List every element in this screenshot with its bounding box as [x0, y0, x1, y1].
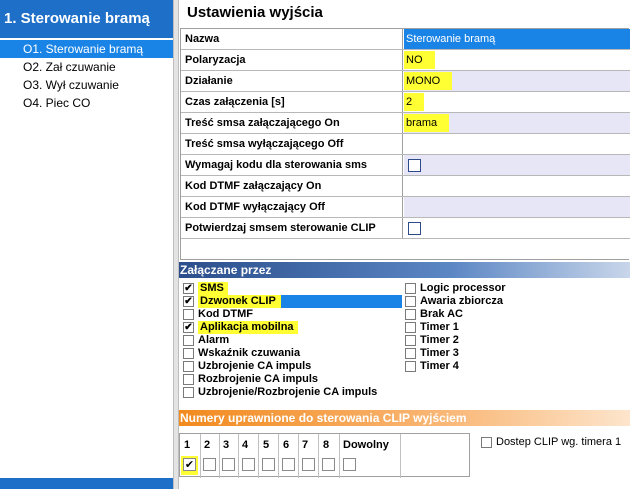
output-item-4[interactable]: O4. Piec CO	[23, 96, 91, 110]
triggers-header: Załączane przez	[179, 262, 630, 278]
trigger-timer-2-checkbox[interactable]	[405, 335, 416, 346]
sms-on-value: brama	[404, 114, 449, 132]
outputs-panel	[0, 0, 173, 489]
dtmf-on-field[interactable]	[404, 176, 630, 196]
settings-row-dtmf-on	[181, 176, 630, 197]
number-7-checkbox[interactable]	[302, 458, 315, 471]
column-divider	[258, 434, 259, 478]
row-label: Nazwa	[181, 29, 403, 49]
trigger-clip-checkbox[interactable]: ✔	[184, 296, 193, 307]
trigger-arm-indicator-checkbox[interactable]	[183, 348, 194, 359]
polarity-field[interactable]	[404, 50, 630, 70]
number-8-checkbox[interactable]	[322, 458, 335, 471]
trigger-label: Uzbrojenie CA impuls	[198, 360, 312, 372]
number-any-checkbox[interactable]	[343, 458, 356, 471]
settings-row-confirm-clip	[181, 218, 630, 239]
column-divider	[200, 434, 201, 478]
row-label: Wymagaj kodu dla sterowania sms	[181, 155, 403, 175]
name-field[interactable]: Sterowanie bramą	[404, 29, 630, 49]
row-label: Treść smsa wyłączającego Off	[181, 134, 403, 154]
row-label: Kod DTMF wyłączający Off	[181, 197, 403, 217]
trigger-label: Timer 3	[420, 347, 459, 359]
trigger-mobile-app-checkbox[interactable]: ✔	[184, 322, 193, 333]
settings-row-dtmf-off	[181, 197, 630, 218]
trigger-sms-checkbox[interactable]: ✔	[184, 283, 193, 294]
trigger-disarm-impulse-checkbox[interactable]	[183, 374, 194, 385]
number-col-8: 8	[323, 439, 330, 451]
output-settings-panel	[179, 0, 630, 489]
row-label: Działanie	[181, 71, 403, 91]
number-col-3: 3	[223, 439, 230, 451]
confirm-clip-checkbox[interactable]	[408, 222, 421, 235]
trigger-no-ac-checkbox[interactable]	[405, 309, 416, 320]
require-code-checkbox[interactable]	[408, 159, 421, 172]
outputs-panel-header: 1. Sterowanie bramą	[0, 0, 173, 38]
settings-row-on-time	[181, 92, 630, 113]
sms-off-field[interactable]	[404, 134, 630, 154]
trigger-label-selected	[198, 295, 402, 308]
trigger-general-failure-checkbox[interactable]	[405, 296, 416, 307]
row-label: Czas załączenia [s]	[181, 92, 403, 112]
row-label: Kod DTMF załączający On	[181, 176, 403, 196]
column-divider	[298, 434, 299, 478]
settings-row-sms-on	[181, 113, 630, 134]
trigger-label: Uzbrojenie/Rozbrojenie CA impuls	[198, 386, 378, 398]
trigger-arm-impulse-checkbox[interactable]	[183, 361, 194, 372]
settings-row-require-code	[181, 155, 630, 176]
number-3-checkbox[interactable]	[222, 458, 235, 471]
clip-numbers-table	[179, 433, 470, 477]
clip-numbers-header: Numery uprawnione do sterowania CLIP wyjściem	[179, 410, 630, 426]
trigger-label: Brak AC	[420, 308, 463, 320]
trigger-label: Aplikacja mobilna	[198, 321, 298, 334]
number-col-5: 5	[263, 439, 270, 451]
trigger-timer-4-checkbox[interactable]	[405, 361, 416, 372]
number-col-2: 2	[204, 439, 211, 451]
outputs-panel-footer	[0, 478, 173, 489]
output-item-2[interactable]: O2. Zał czuwanie	[23, 60, 116, 74]
on-time-value: 2	[404, 93, 424, 111]
column-divider	[238, 434, 239, 478]
trigger-arm-disarm-impulse-checkbox[interactable]	[183, 387, 194, 398]
trigger-label: Rozbrojenie CA impuls	[198, 373, 318, 385]
settings-row-mode	[181, 71, 630, 92]
number-col-any: Dowolny	[343, 439, 389, 451]
clip-timer-checkbox[interactable]	[481, 437, 492, 448]
require-code-cell	[404, 155, 630, 175]
settings-footer	[179, 478, 630, 489]
column-divider	[339, 434, 340, 478]
row-label: Polaryzacja	[181, 50, 403, 70]
number-4-checkbox[interactable]	[242, 458, 255, 471]
trigger-label: Timer 1	[420, 321, 459, 333]
polarity-value: NO	[404, 51, 435, 69]
trigger-timer-1-checkbox[interactable]	[405, 322, 416, 333]
trigger-label: Timer 2	[420, 334, 459, 346]
trigger-label: Alarm	[198, 334, 230, 346]
trigger-dtmf-checkbox[interactable]	[183, 309, 194, 320]
trigger-logic-processor-checkbox[interactable]	[405, 283, 416, 294]
trigger-label: Dzwonek CLIP	[198, 295, 281, 308]
dtmf-off-field[interactable]	[404, 197, 630, 217]
number-5-checkbox[interactable]	[262, 458, 275, 471]
number-col-7: 7	[302, 439, 309, 451]
column-divider	[318, 434, 319, 478]
mode-field[interactable]	[404, 71, 630, 91]
trigger-label: Logic processor	[420, 282, 506, 294]
trigger-label: Wskaźnik czuwania	[198, 347, 301, 359]
settings-title: Ustawienia wyjścia	[187, 4, 323, 21]
trigger-label: Awaria zbiorcza	[420, 295, 503, 307]
outputs-list	[0, 40, 173, 112]
trigger-label: Timer 4	[420, 360, 459, 372]
on-time-field[interactable]	[404, 92, 630, 112]
column-divider	[400, 434, 401, 478]
column-divider	[219, 434, 220, 478]
trigger-label: SMS	[198, 282, 228, 295]
number-col-6: 6	[283, 439, 290, 451]
settings-row-name	[181, 29, 630, 50]
number-col-4: 4	[242, 439, 249, 451]
sms-on-field[interactable]	[404, 113, 630, 133]
settings-row-polarity	[181, 50, 630, 71]
number-1-checkbox[interactable]: ✔	[184, 458, 195, 471]
triggers-list	[179, 280, 630, 406]
row-label: Treść smsa załączającego On	[181, 113, 403, 133]
row-label: Potwierdzaj smsem sterowanie CLIP	[181, 218, 403, 238]
settings-grid	[180, 28, 629, 260]
number-2-checkbox[interactable]	[203, 458, 216, 471]
output-item-3[interactable]: O3. Wył czuwanie	[23, 78, 119, 92]
mode-value: MONO	[404, 72, 452, 90]
number-col-1: 1	[184, 439, 191, 451]
confirm-clip-cell	[404, 218, 630, 238]
output-item-1[interactable]: O1. Sterowanie bramą	[0, 40, 173, 58]
trigger-label: Kod DTMF	[198, 308, 253, 320]
settings-row-sms-off	[181, 134, 630, 155]
column-divider	[278, 434, 279, 478]
trigger-timer-3-checkbox[interactable]	[405, 348, 416, 359]
number-6-checkbox[interactable]	[282, 458, 295, 471]
trigger-alarm-checkbox[interactable]	[183, 335, 194, 346]
clip-timer-label: Dostep CLIP wg. timera 1	[496, 436, 622, 448]
